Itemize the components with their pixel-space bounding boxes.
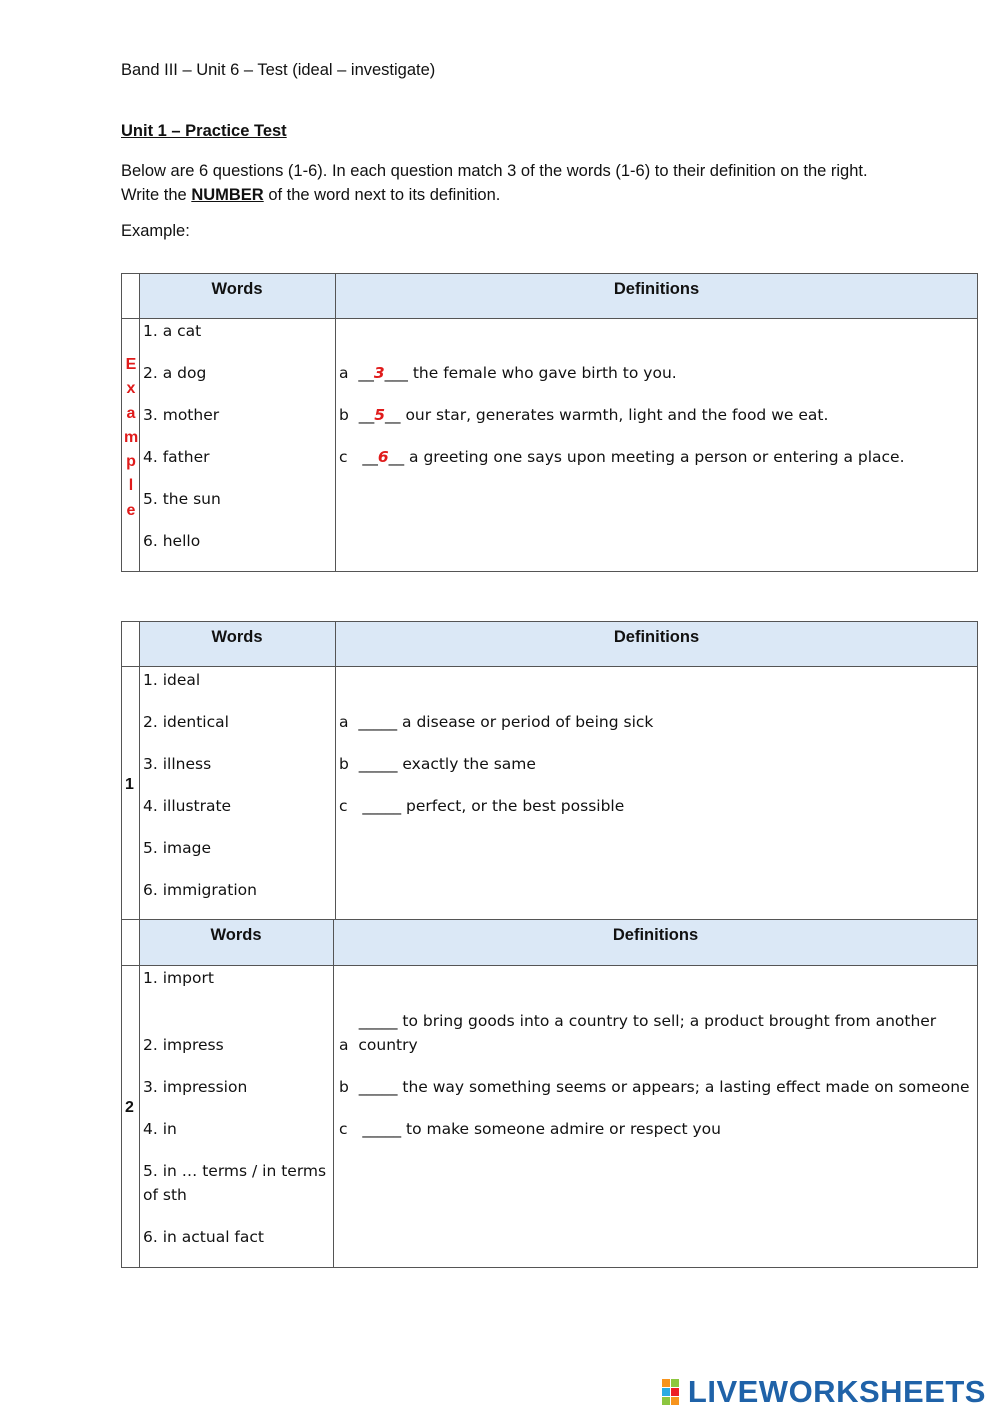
question-number: 2 xyxy=(125,1099,134,1116)
word-item: 2. a dog xyxy=(143,364,207,382)
instructions xyxy=(121,159,881,207)
example-answer: 5 xyxy=(374,406,385,424)
example-letter: l xyxy=(128,477,134,495)
answer-blank[interactable]: _____ xyxy=(362,1120,402,1138)
instructions-post: of the word next to its definition. xyxy=(263,186,501,204)
answer-blank[interactable]: _____ xyxy=(358,713,398,731)
definition-row xyxy=(339,713,653,731)
word-item: 4. illustrate xyxy=(143,797,232,815)
example-side-label xyxy=(124,353,138,523)
word-item: 6. in actual fact xyxy=(143,1228,264,1246)
answer-blank[interactable]: _____ xyxy=(362,797,402,815)
def-letter: c xyxy=(339,797,348,815)
example-letter: e xyxy=(126,501,136,519)
page-title: Unit 1 – Practice Test xyxy=(121,122,287,140)
words-header: Words xyxy=(139,274,336,318)
table-header xyxy=(122,274,977,319)
definitions-header: Definitions xyxy=(612,926,699,944)
word-item: of sth xyxy=(143,1186,187,1204)
word-item: 3. mother xyxy=(143,406,220,424)
def-letter: c xyxy=(339,1120,348,1138)
blank: __ xyxy=(385,406,401,424)
definition-row xyxy=(339,1036,418,1054)
definition-row xyxy=(339,1012,936,1030)
example-letter: m xyxy=(124,428,139,446)
word-item: 4. father xyxy=(143,448,210,466)
definition-row xyxy=(339,1078,970,1096)
word-item: 1. a cat xyxy=(143,322,202,340)
word-item: 3. impression xyxy=(143,1078,248,1096)
blank: __ xyxy=(362,448,378,466)
word-item: 1. import xyxy=(143,969,214,987)
definitions-header: Definitions xyxy=(613,628,700,646)
definition-row xyxy=(339,448,905,466)
def-text: a disease or period of being sick xyxy=(402,713,654,731)
def-text: exactly the same xyxy=(402,755,536,773)
definitions-header: Definitions xyxy=(613,280,700,298)
def-letter: c xyxy=(339,448,348,466)
logo-blocks-icon xyxy=(662,1379,688,1405)
def-text: country xyxy=(358,1036,418,1054)
word-item: 5. the sun xyxy=(143,490,221,508)
definition-row xyxy=(339,797,624,815)
example-letter: E xyxy=(125,356,137,373)
liveworksheets-logo xyxy=(662,1374,986,1410)
word-item: 6. immigration xyxy=(143,881,257,899)
word-item: 1. ideal xyxy=(143,671,201,689)
word-item: 5. image xyxy=(143,839,211,857)
word-item: 4. in xyxy=(143,1120,177,1138)
example-letter: a xyxy=(126,404,136,422)
instructions-pre: Below are 6 questions (1-6). In each question match 3 of the words (1-6) to their definition on the right. Write the xyxy=(121,162,868,204)
word-item: 5. in … terms / in terms xyxy=(143,1162,327,1180)
instructions-bold: NUMBER xyxy=(191,186,264,204)
word-item: 2. identical xyxy=(143,713,229,731)
header-band-text: Band III – Unit 6 – Test (ideal – investigate) xyxy=(121,61,436,79)
blank: __ xyxy=(358,406,375,424)
def-text: our star, generates warmth, light and the food we eat. xyxy=(405,406,829,424)
question-2-table xyxy=(121,919,978,1268)
blank: __ xyxy=(358,364,374,382)
blank: ___ xyxy=(384,364,408,382)
def-text: the way something seems or appears; a lasting effect made on someone xyxy=(402,1078,970,1096)
def-letter: b xyxy=(339,755,349,773)
example-label: Example: xyxy=(121,222,190,240)
def-text: to make someone admire or respect you xyxy=(406,1120,721,1138)
word-item: 2. impress xyxy=(143,1036,224,1054)
definition-row xyxy=(339,1120,721,1138)
answer-blank[interactable]: _____ xyxy=(358,755,398,773)
example-letter: p xyxy=(126,453,136,471)
words-header: Words xyxy=(139,920,334,965)
blank: __ xyxy=(388,448,405,466)
table-header xyxy=(122,920,977,966)
example-letter: x xyxy=(126,380,136,398)
def-letter: a xyxy=(339,713,349,731)
definition-row xyxy=(339,406,828,424)
word-item: 6. hello xyxy=(143,532,201,550)
example-table xyxy=(121,273,978,572)
def-letter: a xyxy=(339,1036,349,1054)
definition-row xyxy=(339,364,677,382)
definition-row xyxy=(339,755,536,773)
example-answer: 3 xyxy=(373,364,385,382)
question-1-table xyxy=(121,621,978,920)
question-number: 1 xyxy=(125,776,134,793)
logo-text: LIVEWORKSHEETS xyxy=(687,1374,986,1409)
answer-blank[interactable]: _____ xyxy=(358,1078,398,1096)
def-letter: b xyxy=(339,406,349,424)
def-text: to bring goods into a country to sell; a product brought from another xyxy=(402,1012,937,1030)
word-item: 3. illness xyxy=(143,755,212,773)
def-text: a greeting one says upon meeting a person or entering a place. xyxy=(409,448,905,466)
def-text: perfect, or the best possible xyxy=(406,797,625,815)
table-header xyxy=(122,622,977,667)
def-letter: b xyxy=(339,1078,349,1096)
answer-blank[interactable]: _____ xyxy=(358,1012,398,1030)
def-text: the female who gave birth to you. xyxy=(412,364,677,382)
example-answer: 6 xyxy=(377,448,389,466)
def-letter: a xyxy=(339,364,349,382)
words-header: Words xyxy=(139,622,336,666)
